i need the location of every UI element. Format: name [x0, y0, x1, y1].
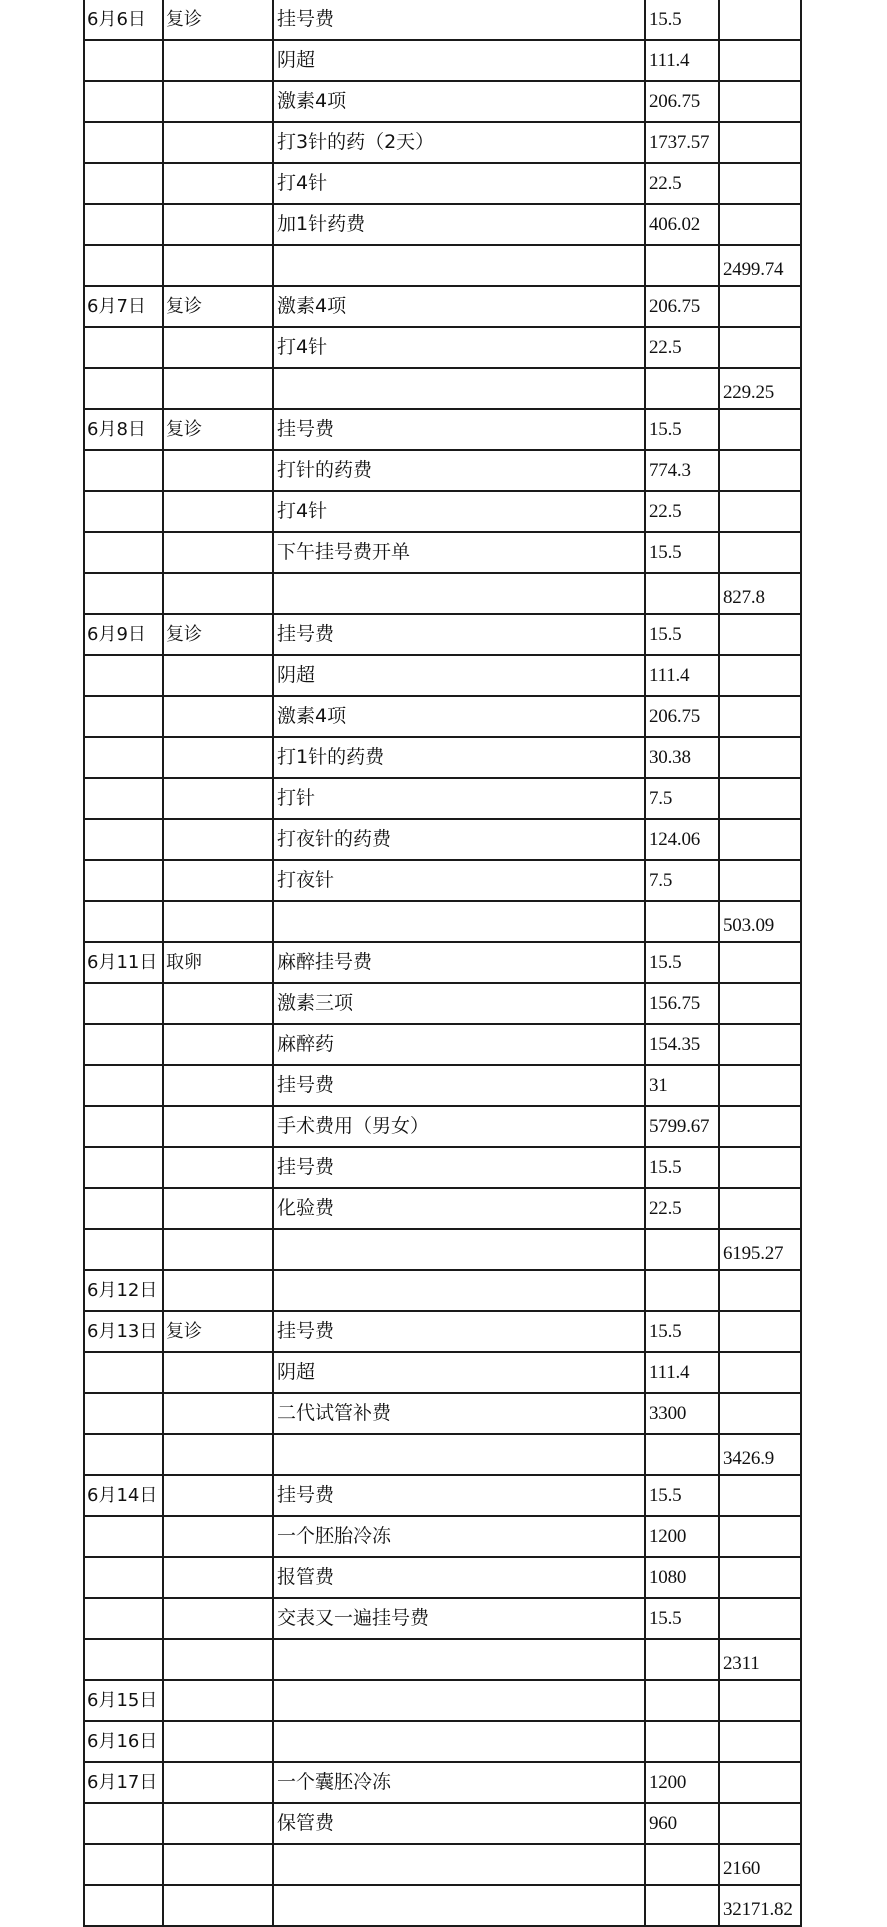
date-cell: 6月16日 — [84, 1721, 163, 1762]
item-cell: 打夜针的药费 — [273, 819, 645, 860]
subtotal-cell: 2160 — [719, 1844, 801, 1885]
table-row — [84, 1844, 801, 1885]
table-row — [84, 1393, 801, 1434]
table-row — [84, 491, 801, 532]
subtotal-cell — [719, 327, 801, 368]
subtotal-cell — [719, 655, 801, 696]
amount-cell: 15.5 — [645, 409, 719, 450]
date-cell: 6月17日 — [84, 1762, 163, 1803]
item-cell — [273, 1680, 645, 1721]
table-row — [84, 614, 801, 655]
date-cell: 6月9日 — [84, 614, 163, 655]
item-cell: 二代试管补费 — [273, 1393, 645, 1434]
date-cell: 6月6日 — [84, 0, 163, 40]
item-cell: 打1针的药费 — [273, 737, 645, 778]
visit-type-cell — [163, 1352, 273, 1393]
date-cell — [84, 1434, 163, 1475]
amount-cell: 111.4 — [645, 40, 719, 81]
item-cell — [273, 368, 645, 409]
visit-type-cell — [163, 819, 273, 860]
item-cell: 打夜针 — [273, 860, 645, 901]
visit-type-cell — [163, 1557, 273, 1598]
table-row — [84, 1762, 801, 1803]
visit-type-cell — [163, 1516, 273, 1557]
amount-cell: 22.5 — [645, 163, 719, 204]
table-row — [84, 901, 801, 942]
visit-type-cell — [163, 1680, 273, 1721]
date-cell: 6月14日 — [84, 1475, 163, 1516]
amount-cell: 15.5 — [645, 0, 719, 40]
date-cell — [84, 1024, 163, 1065]
amount-cell: 774.3 — [645, 450, 719, 491]
amount-cell — [645, 573, 719, 614]
date-cell — [84, 40, 163, 81]
amount-cell: 206.75 — [645, 286, 719, 327]
subtotal-cell: 3426.9 — [719, 1434, 801, 1475]
visit-type-cell — [163, 573, 273, 614]
visit-type-cell — [163, 491, 273, 532]
amount-cell: 124.06 — [645, 819, 719, 860]
item-cell — [273, 1270, 645, 1311]
visit-type-cell — [163, 1434, 273, 1475]
item-cell: 一个囊胚冷冻 — [273, 1762, 645, 1803]
date-cell — [84, 532, 163, 573]
amount-cell: 111.4 — [645, 655, 719, 696]
subtotal-cell — [719, 1065, 801, 1106]
visit-type-cell — [163, 860, 273, 901]
item-cell: 化验费 — [273, 1188, 645, 1229]
item-cell: 阴超 — [273, 655, 645, 696]
visit-type-cell — [163, 1393, 273, 1434]
item-cell: 挂号费 — [273, 1475, 645, 1516]
date-cell — [84, 163, 163, 204]
amount-cell: 22.5 — [645, 491, 719, 532]
visit-type-cell — [163, 450, 273, 491]
date-cell — [84, 1516, 163, 1557]
date-cell — [84, 1229, 163, 1270]
amount-cell: 3300 — [645, 1393, 719, 1434]
table-row — [84, 1065, 801, 1106]
table-row — [84, 450, 801, 491]
subtotal-cell — [719, 1024, 801, 1065]
item-cell — [273, 1434, 645, 1475]
item-cell: 加1针药费 — [273, 204, 645, 245]
subtotal-cell — [719, 942, 801, 983]
visit-type-cell — [163, 1065, 273, 1106]
date-cell — [84, 327, 163, 368]
item-cell — [273, 1639, 645, 1680]
item-cell: 挂号费 — [273, 1147, 645, 1188]
visit-type-cell — [163, 1475, 273, 1516]
date-cell — [84, 1557, 163, 1598]
amount-cell — [645, 1844, 719, 1885]
subtotal-cell: 2499.74 — [719, 245, 801, 286]
subtotal-cell — [719, 0, 801, 40]
date-cell — [84, 245, 163, 286]
date-cell — [84, 1844, 163, 1885]
table-row — [84, 245, 801, 286]
date-cell — [84, 1065, 163, 1106]
visit-type-cell — [163, 696, 273, 737]
date-cell — [84, 1803, 163, 1844]
table-row — [84, 778, 801, 819]
date-cell — [84, 860, 163, 901]
item-cell — [273, 1844, 645, 1885]
date-cell: 6月11日 — [84, 942, 163, 983]
date-cell — [84, 368, 163, 409]
item-cell: 激素4项 — [273, 81, 645, 122]
subtotal-cell — [719, 1557, 801, 1598]
table-row — [84, 1639, 801, 1680]
item-cell: 麻醉药 — [273, 1024, 645, 1065]
subtotal-cell — [719, 204, 801, 245]
amount-cell — [645, 368, 719, 409]
table-row — [84, 696, 801, 737]
amount-cell: 1200 — [645, 1516, 719, 1557]
item-cell — [273, 573, 645, 614]
table-row — [84, 737, 801, 778]
subtotal-cell — [719, 737, 801, 778]
amount-cell: 1080 — [645, 1557, 719, 1598]
item-cell: 挂号费 — [273, 614, 645, 655]
visit-type-cell — [163, 1024, 273, 1065]
table-row — [84, 532, 801, 573]
item-cell: 打4针 — [273, 327, 645, 368]
subtotal-cell — [719, 1270, 801, 1311]
date-cell — [84, 491, 163, 532]
item-cell: 挂号费 — [273, 1311, 645, 1352]
table-row — [84, 1516, 801, 1557]
item-cell: 挂号费 — [273, 0, 645, 40]
visit-type-cell — [163, 1147, 273, 1188]
visit-type-cell: 复诊 — [163, 286, 273, 327]
visit-type-cell — [163, 532, 273, 573]
visit-type-cell — [163, 122, 273, 163]
subtotal-cell — [719, 1516, 801, 1557]
date-cell — [84, 450, 163, 491]
subtotal-cell — [719, 860, 801, 901]
table-row — [84, 1229, 801, 1270]
table-row — [84, 1024, 801, 1065]
visit-type-cell — [163, 204, 273, 245]
subtotal-cell — [719, 1147, 801, 1188]
table-row — [84, 983, 801, 1024]
visit-type-cell: 复诊 — [163, 614, 273, 655]
table-row — [84, 1803, 801, 1844]
visit-type-cell: 复诊 — [163, 0, 273, 40]
table-row — [84, 819, 801, 860]
amount-cell: 15.5 — [645, 1598, 719, 1639]
subtotal-cell — [719, 1598, 801, 1639]
visit-type-cell — [163, 327, 273, 368]
amount-cell: 960 — [645, 1803, 719, 1844]
date-cell — [84, 1598, 163, 1639]
amount-cell — [645, 1639, 719, 1680]
table-row — [84, 655, 801, 696]
table-row — [84, 122, 801, 163]
item-cell: 阴超 — [273, 1352, 645, 1393]
visit-type-cell — [163, 1106, 273, 1147]
visit-type-cell — [163, 901, 273, 942]
item-cell: 激素4项 — [273, 696, 645, 737]
item-cell — [273, 245, 645, 286]
item-cell: 报管费 — [273, 1557, 645, 1598]
amount-cell: 31 — [645, 1065, 719, 1106]
table-row — [84, 1106, 801, 1147]
amount-cell: 111.4 — [645, 1352, 719, 1393]
date-cell — [84, 204, 163, 245]
item-cell: 交表又一遍挂号费 — [273, 1598, 645, 1639]
item-cell: 阴超 — [273, 40, 645, 81]
date-cell — [84, 1639, 163, 1680]
subtotal-cell — [719, 1393, 801, 1434]
table-row — [84, 1721, 801, 1762]
subtotal-cell — [719, 1188, 801, 1229]
subtotal-cell — [719, 983, 801, 1024]
subtotal-cell — [719, 450, 801, 491]
subtotal-cell — [719, 819, 801, 860]
visit-type-cell — [163, 737, 273, 778]
amount-cell — [645, 901, 719, 942]
table-row — [84, 942, 801, 983]
subtotal-cell: 229.25 — [719, 368, 801, 409]
date-cell — [84, 1393, 163, 1434]
date-cell — [84, 122, 163, 163]
subtotal-cell: 6195.27 — [719, 1229, 801, 1270]
item-cell: 激素4项 — [273, 286, 645, 327]
date-cell — [84, 819, 163, 860]
date-cell — [84, 1188, 163, 1229]
date-cell — [84, 1147, 163, 1188]
visit-type-cell — [163, 1229, 273, 1270]
visit-type-cell — [163, 1598, 273, 1639]
subtotal-cell — [719, 81, 801, 122]
subtotal-cell — [719, 1762, 801, 1803]
subtotal-cell — [719, 1352, 801, 1393]
amount-cell: 22.5 — [645, 327, 719, 368]
subtotal-cell — [719, 614, 801, 655]
subtotal-cell — [719, 491, 801, 532]
visit-type-cell: 复诊 — [163, 1311, 273, 1352]
amount-cell: 30.38 — [645, 737, 719, 778]
item-cell: 激素三项 — [273, 983, 645, 1024]
amount-cell — [645, 1680, 719, 1721]
subtotal-cell: 32171.82 — [719, 1885, 801, 1926]
date-cell: 6月8日 — [84, 409, 163, 450]
date-cell — [84, 696, 163, 737]
date-cell — [84, 1352, 163, 1393]
subtotal-cell: 503.09 — [719, 901, 801, 942]
date-cell: 6月15日 — [84, 1680, 163, 1721]
subtotal-cell: 827.8 — [719, 573, 801, 614]
visit-type-cell — [163, 1844, 273, 1885]
subtotal-cell — [719, 1311, 801, 1352]
visit-type-cell — [163, 1639, 273, 1680]
visit-type-cell — [163, 983, 273, 1024]
visit-type-cell — [163, 1803, 273, 1844]
amount-cell: 22.5 — [645, 1188, 719, 1229]
table-row — [84, 1352, 801, 1393]
subtotal-cell — [719, 696, 801, 737]
amount-cell: 15.5 — [645, 614, 719, 655]
amount-cell — [645, 1434, 719, 1475]
date-cell: 6月7日 — [84, 286, 163, 327]
date-cell — [84, 655, 163, 696]
amount-cell — [645, 1229, 719, 1270]
item-cell: 挂号费 — [273, 409, 645, 450]
subtotal-cell — [719, 409, 801, 450]
subtotal-cell — [719, 1475, 801, 1516]
item-cell: 麻醉挂号费 — [273, 942, 645, 983]
visit-type-cell — [163, 245, 273, 286]
amount-cell: 7.5 — [645, 860, 719, 901]
amount-cell — [645, 245, 719, 286]
amount-cell: 15.5 — [645, 1147, 719, 1188]
visit-type-cell — [163, 655, 273, 696]
date-cell — [84, 737, 163, 778]
amount-cell: 406.02 — [645, 204, 719, 245]
date-cell — [84, 983, 163, 1024]
visit-type-cell — [163, 1721, 273, 1762]
item-cell: 打针的药费 — [273, 450, 645, 491]
subtotal-cell — [719, 532, 801, 573]
item-cell — [273, 1229, 645, 1270]
table-row — [84, 1311, 801, 1352]
table-row — [84, 40, 801, 81]
visit-type-cell — [163, 1270, 273, 1311]
amount-cell: 1737.57 — [645, 122, 719, 163]
subtotal-cell — [719, 1680, 801, 1721]
table-row — [84, 1475, 801, 1516]
date-cell: 6月12日 — [84, 1270, 163, 1311]
expense-table — [83, 0, 802, 1927]
subtotal-cell — [719, 122, 801, 163]
visit-type-cell — [163, 81, 273, 122]
visit-type-cell: 复诊 — [163, 409, 273, 450]
table-row — [84, 286, 801, 327]
amount-cell: 15.5 — [645, 1475, 719, 1516]
item-cell: 打3针的药（2天） — [273, 122, 645, 163]
amount-cell: 154.35 — [645, 1024, 719, 1065]
table-row — [84, 1147, 801, 1188]
item-cell: 一个胚胎冷冻 — [273, 1516, 645, 1557]
table-row — [84, 1680, 801, 1721]
table-row — [84, 1188, 801, 1229]
table-row — [84, 368, 801, 409]
subtotal-cell — [719, 163, 801, 204]
item-cell: 打4针 — [273, 491, 645, 532]
subtotal-cell — [719, 1721, 801, 1762]
subtotal-cell — [719, 778, 801, 819]
table-row — [84, 860, 801, 901]
visit-type-cell — [163, 1762, 273, 1803]
visit-type-cell — [163, 1188, 273, 1229]
date-cell — [84, 778, 163, 819]
amount-cell: 5799.67 — [645, 1106, 719, 1147]
subtotal-cell — [719, 1106, 801, 1147]
table-row — [84, 327, 801, 368]
date-cell — [84, 901, 163, 942]
date-cell — [84, 1106, 163, 1147]
item-cell — [273, 1721, 645, 1762]
visit-type-cell: 取卵 — [163, 942, 273, 983]
visit-type-cell — [163, 40, 273, 81]
date-cell: 6月13日 — [84, 1311, 163, 1352]
visit-type-cell — [163, 778, 273, 819]
visit-type-cell — [163, 368, 273, 409]
item-cell: 挂号费 — [273, 1065, 645, 1106]
amount-cell: 7.5 — [645, 778, 719, 819]
subtotal-cell: 2311 — [719, 1639, 801, 1680]
table-row — [84, 409, 801, 450]
item-cell: 保管费 — [273, 1803, 645, 1844]
amount-cell: 15.5 — [645, 942, 719, 983]
subtotal-cell — [719, 286, 801, 327]
amount-cell: 206.75 — [645, 696, 719, 737]
item-cell: 打针 — [273, 778, 645, 819]
visit-type-cell — [163, 163, 273, 204]
expense-table-body — [84, 0, 801, 1926]
date-cell — [84, 573, 163, 614]
item-cell: 下午挂号费开单 — [273, 532, 645, 573]
table-row — [84, 573, 801, 614]
table-row — [84, 1434, 801, 1475]
table-row — [84, 204, 801, 245]
amount-cell: 15.5 — [645, 532, 719, 573]
subtotal-cell — [719, 1803, 801, 1844]
table-row — [84, 1557, 801, 1598]
table-row — [84, 1598, 801, 1639]
amount-cell: 15.5 — [645, 1311, 719, 1352]
amount-cell — [645, 1721, 719, 1762]
item-cell — [273, 901, 645, 942]
amount-cell: 156.75 — [645, 983, 719, 1024]
table-row — [84, 163, 801, 204]
amount-cell — [645, 1270, 719, 1311]
item-cell: 打4针 — [273, 163, 645, 204]
item-cell: 手术费用（男女） — [273, 1106, 645, 1147]
amount-cell: 206.75 — [645, 81, 719, 122]
table-row — [84, 81, 801, 122]
table-row — [84, 1270, 801, 1311]
amount-cell: 1200 — [645, 1762, 719, 1803]
subtotal-cell — [719, 40, 801, 81]
table-row — [84, 0, 801, 40]
date-cell — [84, 81, 163, 122]
